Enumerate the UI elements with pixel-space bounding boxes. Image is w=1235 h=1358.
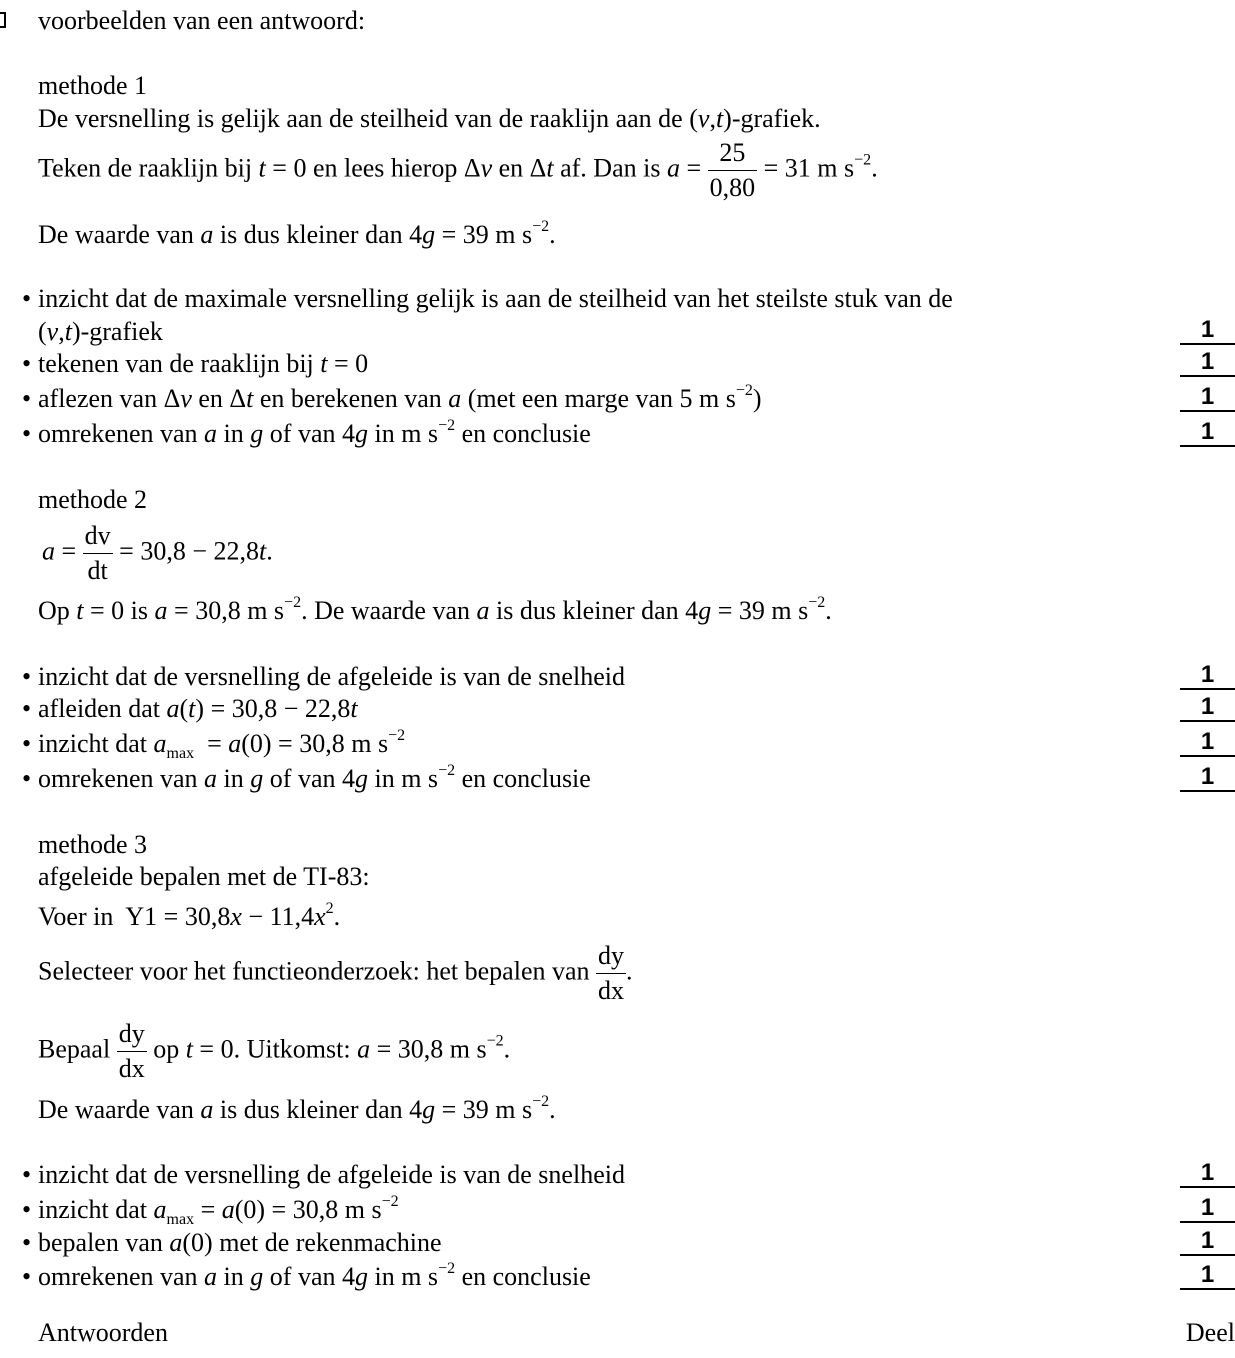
bullet: • (22, 1228, 32, 1257)
bullet: • (22, 1195, 32, 1224)
footer-right: Deel (1185, 1318, 1235, 1347)
bullet: • (22, 419, 32, 448)
method-3-title: methode 3 (38, 830, 148, 859)
method-1-line-1: De versnelling is gelijk aan de steilheid van de raaklijn aan de (v,t)-grafiek. (38, 104, 821, 133)
bullet: • (22, 729, 32, 758)
method-3-line-1: afgeleide bepalen met de TI-83: (38, 862, 370, 891)
score-point: 1 (1180, 385, 1235, 412)
method-1-criterion-3: aflezen van Δv en Δt en berekenen van a (met een marge van 5 m $s^{-2}$) (38, 382, 762, 413)
fraction-dy-over-dx: $\frac{dy}{dx}$ (598, 941, 625, 1005)
method-3-line-3: Selecteer voor het functieonderzoek: het bepalen van $\frac{dy}{dx}$ . (38, 941, 633, 1005)
bullet: • (22, 662, 32, 691)
method-3-criterion-4: omrekenen van a in g of van 4g in m $s^{-2}$ en conclusie (38, 1260, 591, 1291)
method-3-criterion-3: bepalen van a(0) met de rekenmachine (38, 1228, 442, 1257)
method-2-criterion-1: inzicht dat de versnelling de afgeleide is van de snelheid (38, 662, 625, 691)
score-point: 1 (1180, 1196, 1235, 1223)
checkbox-marker (0, 12, 6, 28)
method-2-criterion-3: inzicht dat $a_{max} = a(0) = 30,8$ m $s^{-2}$ (38, 727, 406, 762)
method-1-criterion-1-cont: (v,t)-grafiek (38, 317, 163, 346)
method-1-title: methode 1 (38, 71, 148, 100)
score-point: 1 (1180, 765, 1235, 792)
score-point: 1 (1180, 1229, 1235, 1256)
score-point: 1 (1180, 350, 1235, 377)
bullet: • (22, 1262, 32, 1291)
method-2-line: Op t = 0 is a = 30,8 m $s^{-2}$. De waarde van a is dus kleiner dan 4g = 39 m $s^{-2}$. (38, 594, 832, 625)
bullet: • (22, 384, 32, 413)
bullet: • (22, 284, 32, 313)
score-point: 1 (1180, 318, 1235, 345)
method-1-line-3: De waarde van a is dus kleiner dan 4g = 39 m $s^{-2}$. (38, 218, 556, 249)
method-3-criterion-1: inzicht dat de versnelling de afgeleide is van de snelheid (38, 1160, 625, 1189)
method-3-line-4: Bepaal $\frac{dy}{dx}$ op t = 0. Uitkomst: a = 30,8 m $s^{-2}$. (38, 1019, 511, 1083)
score-point: 1 (1180, 663, 1235, 690)
score-point: 1 (1180, 1161, 1235, 1188)
score-point: 1 (1180, 695, 1235, 722)
score-point: 1 (1180, 1263, 1235, 1290)
method-2-title: methode 2 (38, 485, 148, 514)
method-1-line-2: Teken de raaklijn bij t = 0 en lees hierop Δv en Δt af. Dan is a = $\frac{25}{0,80}$ = 31 m $s^{-2}$. (38, 138, 878, 202)
score-point: 1 (1180, 420, 1235, 447)
fraction-dy-over-dx: $\frac{dy}{dx}$ (118, 1019, 145, 1083)
method-2-criterion-4: omrekenen van a in g of van 4g in m $s^{-2}$ en conclusie (38, 762, 591, 793)
bullet: • (22, 1160, 32, 1189)
footer-left: Antwoorden (38, 1318, 168, 1347)
bullet: • (22, 349, 32, 378)
fraction-25-over-080: $\frac{25}{0,80}$ (709, 138, 756, 202)
method-3-line-5: De waarde van a is dus kleiner dan 4g = 39 m $s^{-2}$. (38, 1093, 556, 1124)
bullet: • (22, 694, 32, 723)
fraction-dv-over-dt: $\frac{dv}{dt}$ (84, 521, 111, 585)
method-3-line-2: Voer in $Y1 = 30,8x - 11,4x^2$. (38, 900, 341, 931)
method-1-criterion-2: tekenen van de raaklijn bij t = 0 (38, 349, 369, 378)
method-1-criterion-1: inzicht dat de maximale versnelling gelijk is aan de steilheid van het steilste stuk van de (38, 284, 953, 313)
method-1-criterion-4: omrekenen van a in g of van 4g in m $s^{-2}$ en conclusie (38, 417, 591, 448)
score-point: 1 (1180, 730, 1235, 757)
intro-text: voorbeelden van een antwoord: (38, 6, 366, 35)
method-3-criterion-2: inzicht dat $a_{max} = a(0) = 30,8$ m $s^{-2}$ (38, 1193, 399, 1228)
method-2-criterion-2: afleiden dat a(t) = 30,8 − 22,8t (38, 694, 358, 723)
bullet: • (22, 764, 32, 793)
method-2-equation: a = $\frac{dv}{dt}$ = 30,8 − 22,8t. (42, 521, 273, 585)
